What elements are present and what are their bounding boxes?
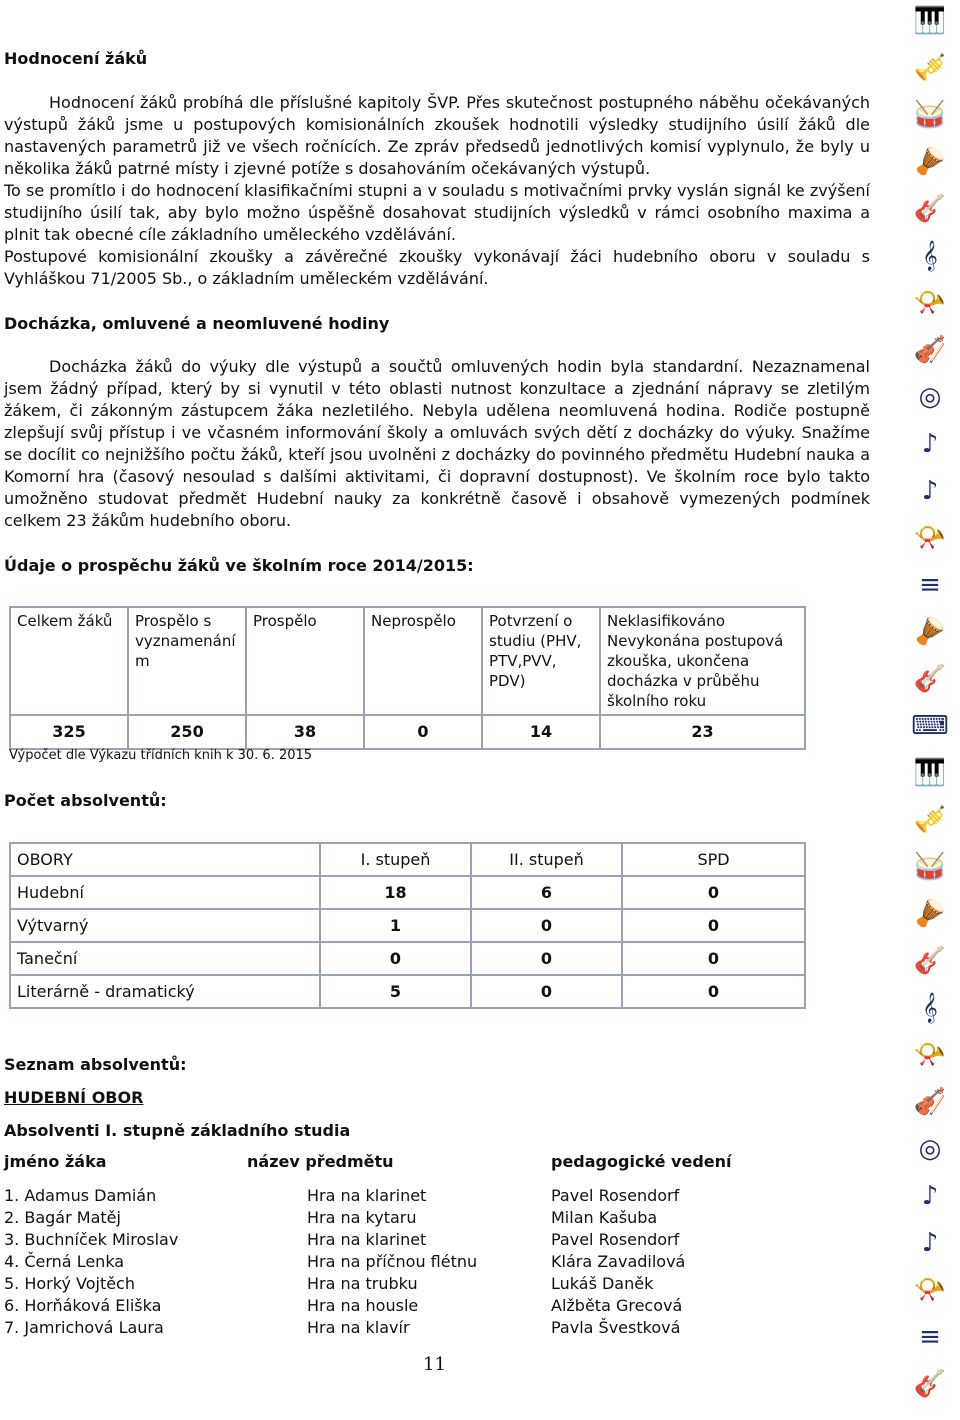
results-header-row bbox=[10, 607, 805, 715]
results-value-cell: 23 bbox=[600, 715, 805, 749]
student-subject: Hra na klarinet bbox=[307, 1186, 427, 1205]
attendance-title: Docházka, omluvené a neomluvené hodiny bbox=[4, 314, 390, 333]
evaluation-text bbox=[4, 92, 870, 290]
graduates-header-cell: OBORY bbox=[10, 843, 320, 876]
graduates-cell: 0 bbox=[471, 909, 622, 942]
trumpet-icon: 🎺 bbox=[913, 53, 947, 83]
results-value-cell: 250 bbox=[128, 715, 246, 749]
music-stand-icon: 𝄞 bbox=[922, 241, 938, 271]
results-table bbox=[9, 606, 806, 750]
student-teacher: Pavla Švestková bbox=[551, 1318, 681, 1337]
student-subject: Hra na housle bbox=[307, 1296, 419, 1315]
student-teacher: Pavel Rosendorf bbox=[551, 1186, 680, 1205]
student-name: 3. Buchníček Miroslav bbox=[4, 1230, 179, 1249]
student-teacher: Lukáš Daněk bbox=[551, 1274, 654, 1293]
graduates-cell: Literárně - dramatický bbox=[10, 975, 320, 1008]
student-teacher: Milan Kašuba bbox=[551, 1208, 658, 1227]
graduates-cell: 0 bbox=[320, 942, 471, 975]
graduates-cell: 0 bbox=[622, 942, 805, 975]
drum-icon: 🪘 bbox=[913, 617, 947, 647]
student-subjects-column bbox=[307, 1185, 477, 1339]
list-title: Seznam absolventů: bbox=[4, 1055, 187, 1074]
tuba-icon: 📯 bbox=[913, 523, 947, 553]
student-teacher: Klára Zavadilová bbox=[551, 1252, 686, 1271]
results-value-cell: 325 bbox=[10, 715, 128, 749]
attendance-text-block bbox=[4, 356, 870, 532]
graduates-title: Počet absolventů: bbox=[4, 791, 167, 810]
results-header-cell: Celkem žáků bbox=[10, 607, 128, 715]
results-header-cell: Neklasifikováno Nevykonána postupová zkouška, ukončena docházka v průběhu školního roku bbox=[600, 607, 805, 715]
guitar-icon: 🎸 bbox=[913, 194, 947, 224]
drums-icon: 🥁 bbox=[913, 852, 947, 882]
graduates-table bbox=[9, 842, 806, 1009]
tuba-icon: 📯 bbox=[913, 288, 947, 318]
graduates-row bbox=[10, 942, 805, 975]
student-name: 2. Bagár Matěj bbox=[4, 1208, 121, 1227]
keyboard-icon: ⌨ bbox=[911, 711, 949, 741]
attendance-text: Docházka žáků do výuky dle výstupů a součtů omluvených hodin byla standardní. Nezaznamenal jsem žádný případ, který by si vynutil v této oblasti nutnost konzultace a zjednání nápravy se zletilým žákem, či zákonným zástupcem žáka nezletilého. Nebyla udělena neomluvená hodina. Rodiče postupně zlepšují svůj přístup i ve včasném informování školy a omluvách svých dětí z docházky do výuky. Snažíme se docílit co nejnižšího počtu žáků, kteří jsou uvolněni z docházky do povinného předmětu Hudební nauka a Komorní hra (časový nesoulad s dalšími aktivitami, či dopravní dostupnost). Ve školním roce bylo takto umožněno studovat předmět Hudební nauky za konkrétně časově i obsahově vymezených podmínek celkem 23 žákům hudebního oboru. bbox=[4, 357, 870, 530]
piano-icon: 🎹 bbox=[913, 758, 947, 788]
graduates-cell: Výtvarný bbox=[10, 909, 320, 942]
obor-title: HUDEBNÍ OBOR bbox=[4, 1088, 144, 1107]
graduates-row bbox=[10, 975, 805, 1008]
student-subject: Hra na příčnou flétnu bbox=[307, 1252, 478, 1271]
list-header-teacher: pedagogické vedení bbox=[551, 1152, 732, 1171]
drums-icon: 🥁 bbox=[913, 100, 947, 130]
harp-icon: ♪ bbox=[921, 476, 939, 506]
graduates-row bbox=[10, 909, 805, 942]
guitar-icon: 🎸 bbox=[913, 664, 947, 694]
results-title: Údaje o prospěchu žáků ve školním roce 2014/2015: bbox=[4, 556, 474, 575]
graduates-cell: Hudební bbox=[10, 876, 320, 909]
drum-icon: 🪘 bbox=[913, 899, 947, 929]
student-teacher: Pavel Rosendorf bbox=[551, 1230, 680, 1249]
student-name: 5. Horký Vojtěch bbox=[4, 1274, 135, 1293]
guitar-icon: 🎸 bbox=[913, 946, 947, 976]
results-header-cell: Prospělo s vyznamenání m bbox=[128, 607, 246, 715]
graduates-header-cell: I. stupeň bbox=[320, 843, 471, 876]
list-header-subject: název předmětu bbox=[247, 1152, 394, 1171]
harp-icon: ♪ bbox=[921, 1228, 939, 1258]
trumpet-icon: 🎺 bbox=[913, 805, 947, 835]
tuba-icon: 📯 bbox=[913, 1275, 947, 1305]
graduates-cell: 5 bbox=[320, 975, 471, 1008]
student-subject: Hra na klarinet bbox=[307, 1230, 427, 1249]
graduates-cell: Taneční bbox=[10, 942, 320, 975]
violin-icon: 🎻 bbox=[913, 335, 947, 365]
results-value-cell: 0 bbox=[364, 715, 482, 749]
section-title: Hodnocení žáků bbox=[4, 49, 148, 68]
tuba-icon: 📯 bbox=[913, 1040, 947, 1070]
graduates-cell: 0 bbox=[622, 876, 805, 909]
graduates-cell: 0 bbox=[622, 975, 805, 1008]
student-name: 6. Horňáková Eliška bbox=[4, 1296, 162, 1315]
student-teachers-column bbox=[551, 1185, 685, 1339]
student-name: 7. Jamrichová Laura bbox=[4, 1318, 164, 1337]
xylophone-icon: ≡ bbox=[919, 1322, 941, 1352]
graduates-header-cell: II. stupeň bbox=[471, 843, 622, 876]
student-names-column bbox=[4, 1185, 178, 1339]
tambourine-icon: ◎ bbox=[918, 1134, 942, 1164]
results-header-cell: Prospělo bbox=[246, 607, 364, 715]
graduates-header-row bbox=[10, 843, 805, 876]
graduates-cell: 1 bbox=[320, 909, 471, 942]
student-teacher: Alžběta Grecová bbox=[551, 1296, 683, 1315]
page-number: 11 bbox=[423, 1354, 446, 1375]
list-header-name: jméno žáka bbox=[4, 1152, 107, 1171]
results-note: Výpočet dle Výkazu třídních knih k 30. 6. 2015 bbox=[9, 748, 313, 763]
results-value-cell: 38 bbox=[246, 715, 364, 749]
graduates-cell: 0 bbox=[471, 942, 622, 975]
violin-icon: 🎻 bbox=[913, 1087, 947, 1117]
student-subject: Hra na klavír bbox=[307, 1318, 410, 1337]
graduates-row bbox=[10, 876, 805, 909]
level-title: Absolventi I. stupně základního studia bbox=[4, 1121, 351, 1140]
graduates-cell: 18 bbox=[320, 876, 471, 909]
paragraph-3: Postupové komisionální zkoušky a závěrečné zkoušky vykonávají žáci hudebního oboru v souladu s Vyhláškou 71/2005 Sb., o základním uměleckém vzdělávání. bbox=[4, 247, 870, 288]
results-value-cell: 14 bbox=[482, 715, 600, 749]
results-value-row bbox=[10, 715, 805, 749]
xylophone-icon: ≡ bbox=[919, 570, 941, 600]
results-header-cell: Potvrzení o studiu (PHV, PTV,PVV, PDV) bbox=[482, 607, 600, 715]
harp-icon: ♪ bbox=[921, 1181, 939, 1211]
student-name: 4. Černá Lenka bbox=[4, 1252, 125, 1271]
music-stand-icon: 𝄞 bbox=[922, 993, 938, 1023]
student-subject: Hra na trubku bbox=[307, 1274, 418, 1293]
student-name: 1. Adamus Damián bbox=[4, 1186, 157, 1205]
graduates-cell: 0 bbox=[471, 975, 622, 1008]
piano-icon: 🎹 bbox=[913, 6, 947, 36]
drum-icon: 🪘 bbox=[913, 147, 947, 177]
graduates-cell: 6 bbox=[471, 876, 622, 909]
graduates-header-cell: SPD bbox=[622, 843, 805, 876]
tambourine-icon: ◎ bbox=[918, 382, 942, 412]
guitar-icon: 🎸 bbox=[913, 1369, 947, 1399]
harp-icon: ♪ bbox=[921, 429, 939, 459]
instrument-border bbox=[900, 0, 960, 1420]
paragraph-2: To se promítlo i do hodnocení klasifikačními stupni a v souladu s motivačními prvky vyslán signál ke zvýšení studijního úsilí tak, aby bylo možno úspěšně dosahovat studijních výsledků v rámci osobního maxima a plnit tak obecné cíle základního uměleckého vzdělávání. bbox=[4, 181, 870, 244]
paragraph-1: Hodnocení žáků probíhá dle příslušné kapitoly ŠVP. Přes skutečnost postupného náběhu očekávaných výstupů žáků jsme u postupových komisionálních zkoušek hodnotili výsledky studijního úsilí žáků dle nastavených parametrů již ve všech ročnících. Ze zpráv předsedů jednotlivých komisí vyplynulo, že byly u několika žáků patrné místy i zjevné potíže s dosahováním očekávaných výstupů. bbox=[4, 93, 870, 178]
results-header-cell: Neprospělo bbox=[364, 607, 482, 715]
graduates-cell: 0 bbox=[622, 909, 805, 942]
student-subject: Hra na kytaru bbox=[307, 1208, 417, 1227]
